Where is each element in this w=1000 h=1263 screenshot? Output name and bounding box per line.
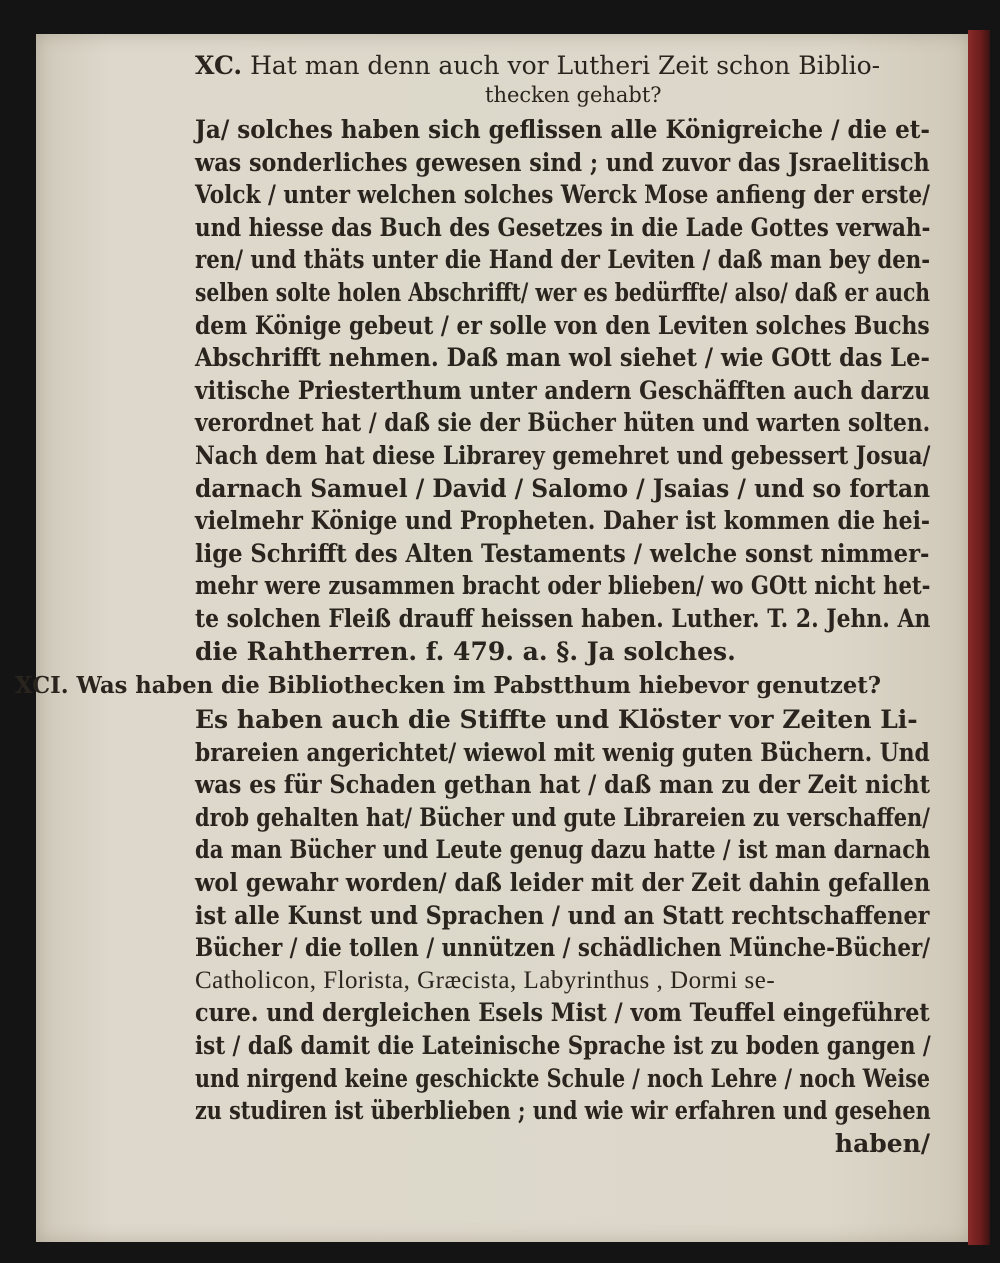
- catchword: haben/: [834, 1128, 930, 1158]
- text-line: Es haben auch die Stiffte und Klöster vor Zeiten Li-: [195, 705, 918, 735]
- text-line: ren/ und thäts unter die Hand der Leviten / daß man bey den-: [195, 245, 931, 275]
- text-line: dem Könige gebeut / er solle von den Leviten solches Buchs: [195, 310, 930, 340]
- text-line: vitische Priesterthum unter andern Geschäfften auch darzu: [195, 375, 931, 405]
- text-line: was sonderliches gewesen sind ; und zuvor das Jsraelitisch: [195, 147, 930, 177]
- question-91-heading: [15, 670, 920, 702]
- text-line: ist / daß damit die Lateinische Sprache ist zu boden gangen /: [195, 1031, 931, 1061]
- text-line: und hiesse das Buch des Gesetzes in die Lade Gottes verwah-: [195, 212, 931, 242]
- text-line: cure. und dergleichen Esels Mist / vom Teuffel eingeführet: [195, 998, 930, 1028]
- text-line: drob gehalten hat/ Bücher und gute Librareien zu verschaffen/: [195, 802, 930, 832]
- text-line: die Rahtherren. f. 479. a. §. Ja solches.: [195, 636, 736, 666]
- question-text: Hat man denn auch vor Lutheri Zeit schon Biblio-: [250, 51, 881, 80]
- text-line: selben solte holen Abschrifft/ wer es bedürffte/ also/ daß er auch: [195, 277, 931, 307]
- book-edge: [968, 30, 990, 1245]
- text-line: Volck / unter welchen solches Werck Mose anfieng der erste/: [195, 180, 930, 210]
- latin-text-line: Catholicon, Florista, Græcista, Labyrinthus , Dormi se-: [195, 966, 776, 994]
- question-90-heading: [195, 50, 930, 82]
- question-text: Was haben die Bibliothecken im Pabstthum hiebevor genutzet?: [76, 672, 881, 700]
- text-line: wol gewahr worden/ daß leider mit der Zeit dahin gefallen: [195, 868, 931, 898]
- text-line: vielmehr Könige und Propheten. Daher ist kommen die hei-: [195, 506, 931, 536]
- question-text-continued: thecken gehabt?: [485, 83, 662, 107]
- text-line: Bücher / die tollen / unnützen / schädlichen Münche-Bücher/: [195, 933, 931, 963]
- text-line: Abschrifft nehmen. Daß man wol siehet / wie GOtt das Le-: [195, 343, 930, 373]
- answer-90: [195, 114, 930, 668]
- text-line: mehr were zusammen bracht oder blieben/ wo GOtt nicht het-: [195, 571, 931, 601]
- text-line: zu studiren ist überblieben ; und wie wir erfahren und gesehen: [195, 1096, 931, 1126]
- page-text: [15, 50, 931, 1160]
- text-line: ist alle Kunst und Sprachen / und an Statt rechtschaffener: [195, 900, 930, 930]
- text-line: da man Bücher und Leute genug dazu hatte / ist man darnach: [195, 835, 931, 865]
- text-line: Ja/ solches haben sich geflissen alle Königreiche / die et-: [195, 115, 930, 144]
- answer-91: [195, 704, 930, 1128]
- text-line: brareien angerichtet/ wiewol mit wenig guten Büchern. Und: [195, 737, 930, 767]
- question-number: XCI.: [15, 672, 69, 700]
- question-number: XC.: [195, 51, 243, 80]
- text-line: und nirgend keine geschickte Schule / noch Lehre / noch Weise: [195, 1063, 931, 1093]
- text-line: te solchen Fleiß drauff heissen haben. Luther. T. 2. Jehn. An: [195, 603, 931, 633]
- text-line: lige Schrifft des Alten Testaments / welche sonst nimmer-: [195, 538, 930, 568]
- text-line: darnach Samuel / David / Salomo / Jsaias / und so fortan: [195, 473, 931, 503]
- text-line: Nach dem hat diese Librarey gemehret und gebessert Josua/: [195, 440, 931, 470]
- text-line: was es für Schaden gethan hat / daß man zu der Zeit nicht: [195, 770, 931, 800]
- text-line: verordnet hat / daß sie der Bücher hüten und warten solten.: [195, 408, 931, 438]
